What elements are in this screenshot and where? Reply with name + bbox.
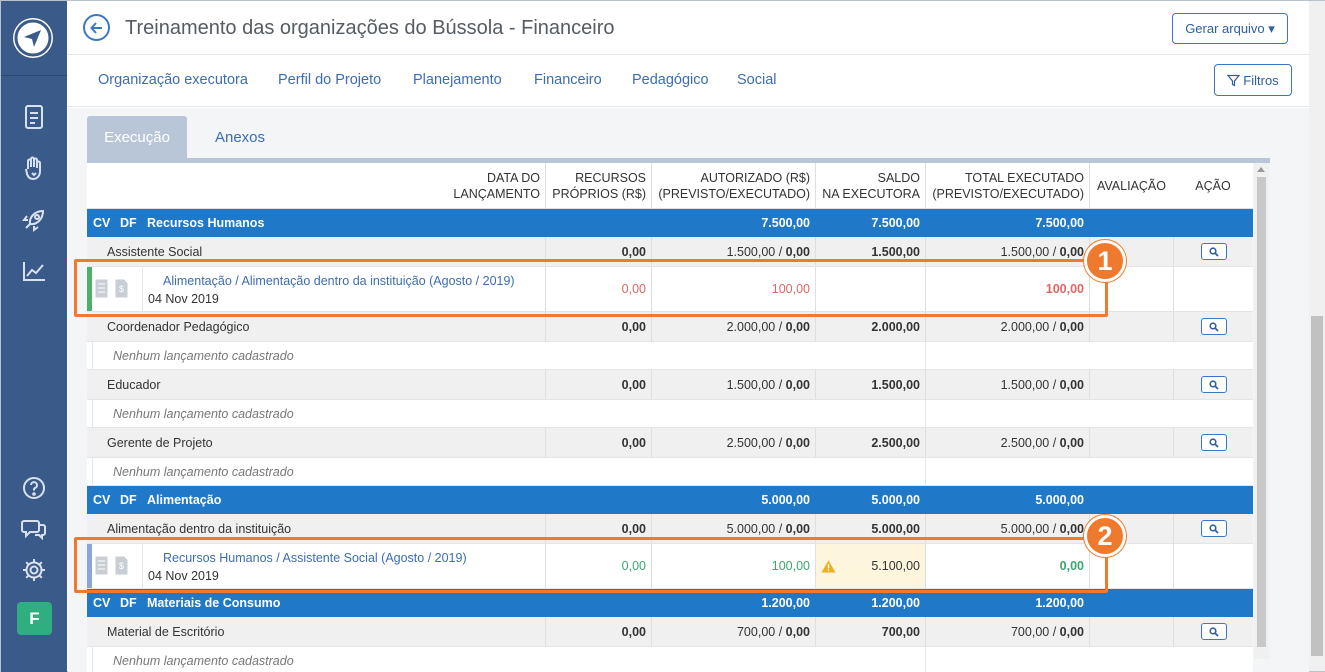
svg-text:$: $ bbox=[118, 284, 125, 294]
search-icon bbox=[1209, 380, 1219, 390]
cv-label: CV bbox=[93, 493, 111, 507]
search-icon bbox=[1209, 438, 1219, 448]
total-value: 1.500,00 / 0,00 bbox=[925, 370, 1089, 399]
top-navigation bbox=[68, 55, 1309, 107]
view-button[interactable] bbox=[1201, 318, 1227, 335]
generate-file-dropdown[interactable]: Gerar arquivo ▾ bbox=[1172, 13, 1288, 44]
entry-saldo: 5.100,00 bbox=[871, 559, 920, 573]
empty-row-divider bbox=[925, 458, 926, 485]
group-row bbox=[87, 486, 1253, 514]
saldo-value: 1.500,00 bbox=[815, 370, 925, 399]
page-title: Treinamento das organizações do Bússola - Financeiro bbox=[125, 17, 615, 39]
page-scrollbar[interactable] bbox=[1309, 1, 1325, 671]
empty-row bbox=[87, 400, 1253, 428]
header-acao: AÇÃO bbox=[1195, 178, 1231, 193]
entry-recursos: 0,00 bbox=[545, 544, 651, 588]
entry-link[interactable]: Alimentação / Alimentação dentro da instituição (Agosto / 2019) bbox=[163, 274, 515, 288]
action-cell bbox=[1173, 237, 1253, 266]
entry-date: 04 Nov 2019 bbox=[148, 292, 219, 306]
nav-pedagogico[interactable]: Pedagógico bbox=[632, 72, 709, 88]
group-saldo: 1.200,00 bbox=[871, 596, 920, 610]
chat-icon[interactable] bbox=[19, 513, 49, 543]
action-cell bbox=[1173, 514, 1253, 543]
callout-badge-2: 2 bbox=[1084, 515, 1126, 557]
avaliacao-cell bbox=[1089, 428, 1173, 457]
saldo-value: 700,00 bbox=[815, 617, 925, 646]
autorizado-value: 1.500,00 / 0,00 bbox=[651, 237, 815, 266]
nav-planejamento[interactable]: Planejamento bbox=[413, 72, 502, 88]
header-total-executado: TOTAL EXECUTADO (PREVISTO/EXECUTADO) bbox=[925, 163, 1089, 208]
tab-execucao[interactable]: Execução bbox=[87, 116, 187, 158]
subcategory-name: Gerente de Projeto bbox=[107, 435, 213, 450]
empty-row bbox=[87, 458, 1253, 486]
view-button[interactable] bbox=[1201, 623, 1227, 640]
rocket-icon[interactable] bbox=[19, 205, 49, 235]
empty-row-divider bbox=[925, 647, 926, 672]
header-recursos-proprios: RECURSOS PRÓPRIOS (R$) bbox=[545, 163, 651, 208]
svg-text:$: $ bbox=[118, 561, 125, 571]
group-name: Materiais de Consumo bbox=[147, 596, 281, 610]
df-label: DF bbox=[120, 216, 137, 230]
callout-badge-1: 1 bbox=[1084, 240, 1126, 282]
action-cell bbox=[1173, 267, 1253, 311]
action-cell bbox=[1173, 617, 1253, 646]
recursos-value: 0,00 bbox=[545, 428, 651, 457]
empty-row-divider bbox=[925, 342, 926, 369]
header-data-lancamento: DATA DO LANÇAMENTO bbox=[453, 170, 540, 201]
chart-trend-icon[interactable] bbox=[19, 256, 49, 286]
saldo-value: 2.500,00 bbox=[815, 428, 925, 457]
view-button[interactable] bbox=[1201, 376, 1227, 393]
avaliacao-cell bbox=[1089, 370, 1173, 399]
empty-row bbox=[87, 342, 1253, 370]
header-saldo: SALDO NA EXECUTORA bbox=[815, 163, 925, 208]
empty-row-border bbox=[92, 400, 93, 427]
group-saldo: 5.000,00 bbox=[871, 493, 920, 507]
cv-label: CV bbox=[93, 216, 111, 230]
total-value: 5.000,00 / 0,00 bbox=[925, 514, 1089, 543]
table-scroll-thumb[interactable] bbox=[1257, 177, 1266, 647]
view-button[interactable] bbox=[1201, 434, 1227, 451]
autorizado-value: 1.500,00 / 0,00 bbox=[651, 370, 815, 399]
subcategory-name: Alimentação dentro da instituição bbox=[107, 521, 292, 536]
search-icon bbox=[1209, 627, 1219, 637]
sidebar bbox=[1, 1, 67, 672]
total-value: 2.000,00 / 0,00 bbox=[925, 312, 1089, 341]
callout-box-1 bbox=[74, 259, 1108, 317]
document-icon[interactable] bbox=[19, 102, 49, 132]
subcategory-name: Assistente Social bbox=[107, 244, 203, 259]
sidebar-divider bbox=[1, 75, 67, 76]
view-button[interactable] bbox=[1201, 243, 1227, 260]
empty-row-border bbox=[92, 342, 93, 369]
nav-perfil-projeto[interactable]: Perfil do Projeto bbox=[278, 72, 382, 88]
search-icon bbox=[1209, 322, 1219, 332]
empty-message: Nenhum lançamento cadastrado bbox=[113, 653, 294, 668]
empty-row bbox=[87, 647, 1253, 672]
table-scrollbar[interactable] bbox=[1254, 163, 1269, 659]
action-cell bbox=[1173, 428, 1253, 457]
empty-row-border bbox=[92, 458, 93, 485]
autorizado-value: 5.000,00 / 0,00 bbox=[651, 514, 815, 543]
gear-icon[interactable] bbox=[19, 555, 49, 585]
nav-organizacao-executora[interactable]: Organização executora bbox=[98, 72, 248, 88]
empty-message: Nenhum lançamento cadastrado bbox=[113, 464, 294, 479]
execution-table bbox=[87, 163, 1253, 672]
total-value: 700,00 / 0,00 bbox=[925, 617, 1089, 646]
group-autorizado: 5.000,00 bbox=[761, 493, 810, 507]
table-row bbox=[87, 617, 1253, 647]
group-saldo: 7.500,00 bbox=[871, 216, 920, 230]
group-name: Alimentação bbox=[147, 493, 222, 507]
action-cell bbox=[1173, 370, 1253, 399]
total-value: 2.500,00 / 0,00 bbox=[925, 428, 1089, 457]
empty-message: Nenhum lançamento cadastrado bbox=[113, 348, 294, 363]
empty-row-divider bbox=[925, 400, 926, 427]
filters-label: Filtros bbox=[1243, 72, 1279, 88]
action-cell bbox=[1173, 312, 1253, 341]
entry-autorizado: 100,00 bbox=[651, 544, 815, 588]
subcategory-name: Coordenador Pedagógico bbox=[107, 319, 250, 334]
hand-heart-icon[interactable] bbox=[19, 153, 49, 183]
df-label: DF bbox=[120, 596, 137, 610]
callout-box-2 bbox=[74, 537, 1108, 593]
saldo-value: 5.000,00 bbox=[815, 514, 925, 543]
avaliacao-cell bbox=[1089, 617, 1173, 646]
subcategory-name: Educador bbox=[107, 377, 161, 392]
search-icon bbox=[1209, 524, 1219, 534]
entry-date: 04 Nov 2019 bbox=[148, 569, 219, 583]
page-scroll-thumb[interactable] bbox=[1311, 316, 1323, 656]
table-row bbox=[87, 428, 1253, 458]
filter-icon bbox=[1227, 74, 1240, 87]
empty-message: Nenhum lançamento cadastrado bbox=[113, 406, 294, 421]
recursos-value: 0,00 bbox=[545, 370, 651, 399]
autorizado-value: 2.000,00 / 0,00 bbox=[651, 312, 815, 341]
table-header bbox=[87, 163, 1253, 209]
group-total: 1.200,00 bbox=[1035, 596, 1084, 610]
tab-anexos[interactable]: Anexos bbox=[214, 128, 266, 146]
saldo-value: 1.500,00 bbox=[815, 237, 925, 266]
subcategory-name: Material de Escritório bbox=[107, 624, 225, 639]
recursos-value: 0,00 bbox=[545, 617, 651, 646]
table-row bbox=[87, 370, 1253, 400]
group-row bbox=[87, 209, 1253, 237]
group-autorizado: 1.200,00 bbox=[761, 596, 810, 610]
arrow-left-icon bbox=[90, 21, 104, 35]
total-value: 1.500,00 / 0,00 bbox=[925, 237, 1089, 266]
group-total: 5.000,00 bbox=[1035, 493, 1084, 507]
autorizado-value: 700,00 / 0,00 bbox=[651, 617, 815, 646]
saldo-value: 2.000,00 bbox=[815, 312, 925, 341]
user-avatar[interactable]: F bbox=[17, 602, 52, 635]
action-cell bbox=[1173, 544, 1253, 588]
df-label: DF bbox=[120, 493, 137, 507]
search-icon bbox=[1209, 247, 1219, 257]
view-button[interactable] bbox=[1201, 520, 1227, 537]
help-icon[interactable] bbox=[19, 473, 49, 503]
nav-financeiro[interactable]: Financeiro bbox=[534, 72, 602, 88]
autorizado-value: 2.500,00 / 0,00 bbox=[651, 428, 815, 457]
logo-compass-icon[interactable] bbox=[13, 18, 53, 58]
header-autorizado: AUTORIZADO (R$) (PREVISTO/EXECUTADO) bbox=[651, 163, 815, 208]
page-header bbox=[68, 1, 1309, 55]
filters-button[interactable] bbox=[1214, 64, 1292, 96]
entry-link[interactable]: Recursos Humanos / Assistente Social (Agosto / 2019) bbox=[163, 551, 467, 565]
group-name: Recursos Humanos bbox=[147, 216, 265, 230]
entry-total: 100,00 bbox=[925, 267, 1089, 311]
group-row bbox=[87, 589, 1253, 617]
empty-row-border bbox=[92, 647, 93, 672]
group-total: 7.500,00 bbox=[1035, 216, 1084, 230]
header-avaliacao: AVALIAÇÃO bbox=[1089, 163, 1173, 208]
group-autorizado: 7.500,00 bbox=[761, 216, 810, 230]
scroll-up-icon[interactable] bbox=[1257, 167, 1265, 172]
entry-total: 0,00 bbox=[925, 544, 1089, 588]
nav-social[interactable]: Social bbox=[737, 72, 777, 88]
entry-recursos: 0,00 bbox=[545, 267, 651, 311]
recursos-value: 0,00 bbox=[545, 514, 651, 543]
recursos-value: 0,00 bbox=[545, 237, 651, 266]
back-button[interactable] bbox=[83, 14, 110, 41]
recursos-value: 0,00 bbox=[545, 312, 651, 341]
entry-autorizado: 100,00 bbox=[651, 267, 815, 311]
cv-label: CV bbox=[93, 596, 111, 610]
